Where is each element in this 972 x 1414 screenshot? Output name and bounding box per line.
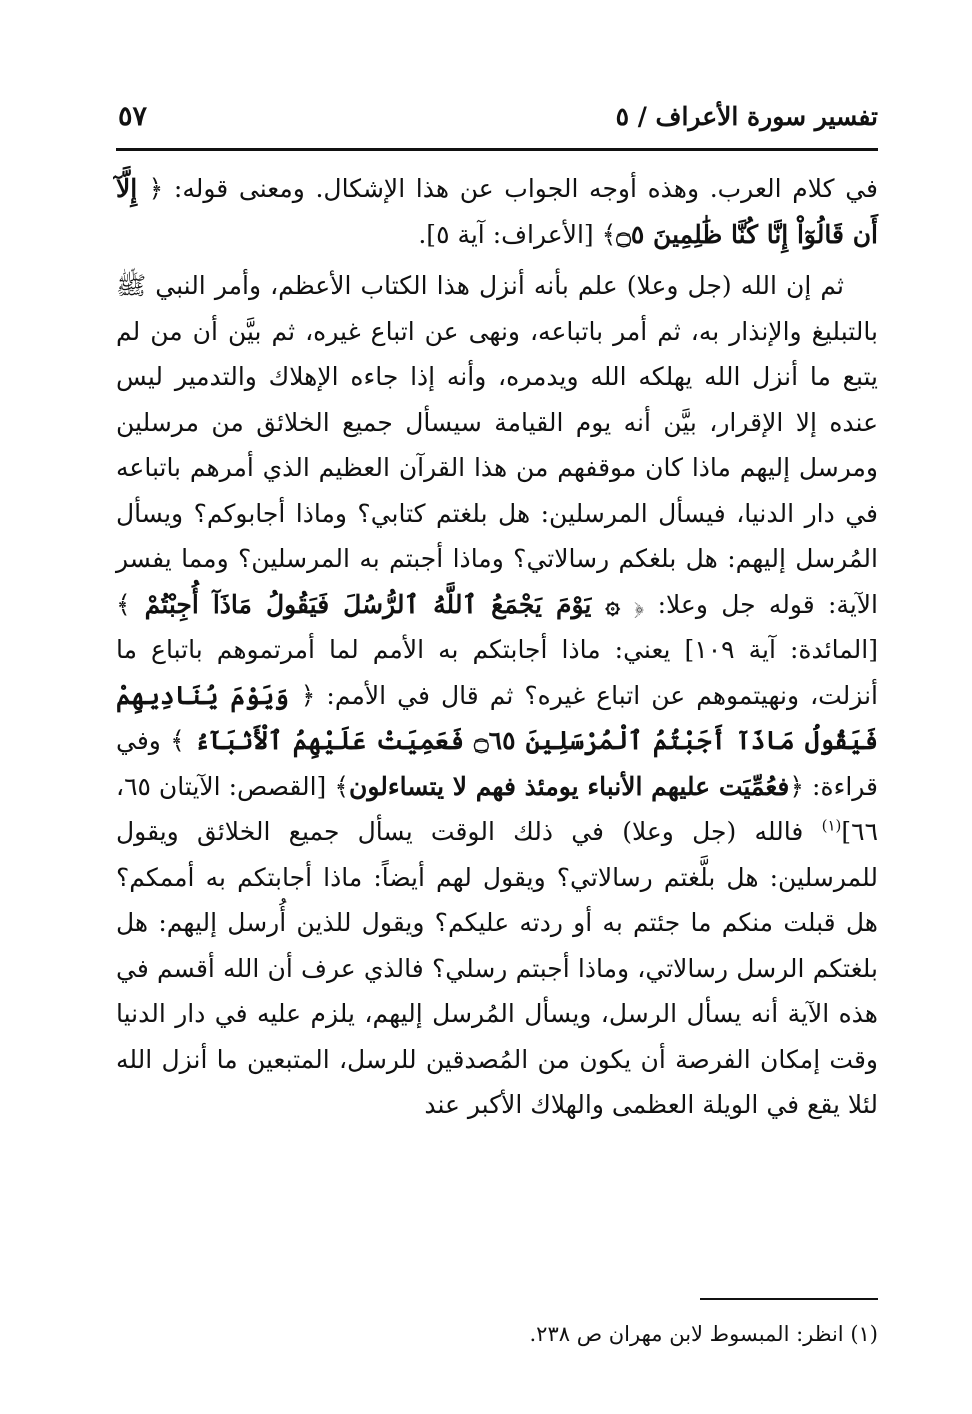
paragraph-1 xyxy=(116,166,878,257)
verse-reference: [الأعراف: آية ٥]. xyxy=(418,219,602,249)
verse-open-bracket: ﴿ xyxy=(148,174,164,203)
text-segment: فالله (جل وعلا) في ذلك الوقت يسأل جميع الخلائق ويقول للمرسلين: هل بلَّغتم رسالاتي؟ ويقول لهم أيضاً: ماذا أجابتكم به أممكم؟ هل قبلت منكم ما جئتم به أو ردته عليكم؟ ويقول للذين أُرسل إليهم: هل بلغتكم الرسل رسالاتي، وماذا أجبتم رسلي؟ فالذي عرف أن الله أقسم في هذه الآية أنه يسأل الرسل، ويسأل المُرسل إليهم، يلزم عليه في دار الدنيا وقت إمكان الفرصة أن يكون من المُصدقين للرسل، المتبعين ما أنزل الله لئلا يقع في الويلة العظمى والهلاك الأكبر عند xyxy=(116,817,878,1119)
verse-reference: [القصص: الآيتان ٦٥، ٦٦] xyxy=(116,771,878,846)
footnote: (١) انظر: المبسوط لابن مهران ص ٢٣٨. xyxy=(529,1322,878,1346)
verse-close-bracket: ﴾ xyxy=(334,771,349,801)
verse-reference: [المائدة: آية ١٠٩] xyxy=(670,635,878,664)
verse-close-bracket: ﴾ xyxy=(170,726,185,755)
quran-verse-2 xyxy=(116,590,644,619)
verse-close-bracket: ﴾ xyxy=(116,589,131,619)
header-divider xyxy=(116,148,878,151)
text-segment: يعني: ماذا أجابتكم به الأمم لما أمرتموهم باتباع ما أنزلت، ونهيتموهم عن اتباع غيره؟ ثم قال في الأمم: xyxy=(116,635,878,710)
body-text xyxy=(116,166,878,1128)
text-segment: ثم إن الله (جل وعلا) علم بأنه أنزل هذا الكتاب الأعظم، وأمر النبي ﷺ بالتبليغ والإنذار به، ثم أمر باتباعه، ونهى عن اتباع غيره، ثم بيَّن أن من لم يتبع ما أنزل الله يهلكه الله ويدمره، وأنه إذا جاءه الإهلاك والتدمير ليس عنده إلا الإقرار، بيَّن أنه يوم القيامة سيسأل جميع الخلائق من مرسلين ومرسل إليهم ماذا كان موقفهم من هذا القرآن العظيم الذي أمرهم باتباعه في دار الدنيا، فيسأل المرسلين: هل بلغتم كتابي؟ وماذا أجابوكم؟ ويسأل المُرسل إليهم: هل بلغكم رسالاتي؟ وماذا أجبتم به المرسلين؟ ومما يفسر الآية: قوله جل وعلا: xyxy=(116,271,878,619)
ayah-number-icon: ۝٦٥ xyxy=(474,726,516,755)
verse-text: إِلَّآ أَن قَالُوٓاْ إِنَّا كُنَّا ظَٰلِمِينَ xyxy=(116,174,878,249)
ayah-number-icon: ۝٥ xyxy=(616,219,645,249)
footnote-marker[interactable]: (١) xyxy=(821,816,842,835)
verse-text: ۞ يَوْمَ يَجْمَعُ ٱللَّهُ ٱلرُّسُلَ فَيَقُولُ مَاذَآ أُجِبْتُمْ xyxy=(130,589,635,619)
text-segment: في كلام العرب. وهذه أوجه الجواب عن هذا الإشكال. ومعنى قوله: xyxy=(163,174,878,203)
verse-text: وَيَوْمَ يُنَادِيهِمْ فَيَقُولُ مَاذَآ أَجَبْتُمُ ٱلْمُرْسَلِينَ xyxy=(116,680,878,755)
text-segment: وفي قراءة: xyxy=(116,726,879,801)
page-header xyxy=(118,96,878,136)
qiraa-reading xyxy=(334,772,804,801)
verse-open-bracket: ﴿ xyxy=(300,680,316,710)
page-number: ٥٧ xyxy=(118,100,148,132)
qiraa-text: فعُمِّيَت عليهم الأنباء يومئذ فهم لا يتساءلون xyxy=(348,771,790,801)
verse-open-bracket: ﴿ xyxy=(789,771,805,801)
verse-close-bracket: ﴾ xyxy=(601,219,617,249)
running-title: تفسير سورة الأعراف / ٥ xyxy=(615,101,878,131)
paragraph-2 xyxy=(116,263,878,1128)
verse-open-bracket: ﴿ xyxy=(634,589,645,619)
verse-text: فَعَمِيَتْ عَلَيْهِمُ ٱلْأَنۢبَآءُ xyxy=(184,726,475,755)
footnote-divider xyxy=(700,1298,878,1300)
